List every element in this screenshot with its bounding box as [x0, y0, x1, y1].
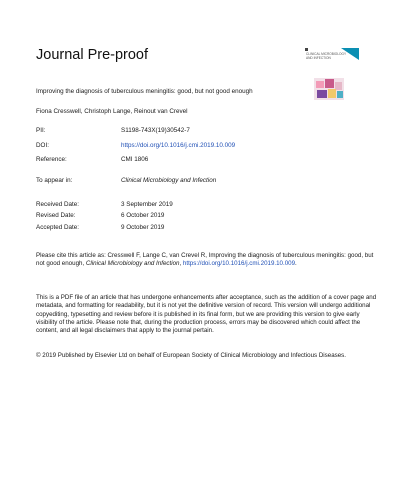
- pii-label: PII:: [36, 127, 46, 134]
- cover-logo-mark: [305, 48, 308, 51]
- cover-art-tile: [337, 91, 343, 98]
- article-title: Improving the diagnosis of tuberculous meningitis: good, but not good enough: [36, 88, 253, 95]
- cover-art-tile: [317, 90, 327, 98]
- cover-art-tile: [325, 79, 334, 88]
- disclaimer-paragraph: This is a PDF file of an article that has undergone enhancements after acceptance, such as the addition of a cover page and metadata, and formatting for readability, but it is not yet the definitive version of record. This version will undergo additional copyediting, typesetting and review before it is published in its final form, but we are providing this version to give early visibility of the article. Please note that, during the production process, errors may be discovered which could affect the content, and all legal disclaimers that apply to the journal pertain.: [36, 294, 377, 335]
- revised-date-label: Revised Date:: [36, 212, 76, 219]
- revised-date-value: 6 October 2019: [121, 212, 165, 219]
- reference-value: CMI 1806: [121, 156, 149, 163]
- doi-link[interactable]: https://doi.org/10.1016/j.cmi.2019.10.009: [121, 142, 236, 149]
- reference-label: Reference:: [36, 156, 67, 163]
- citation-text: Please cite this article as: Cresswell F, Lange C, van Crevel R, Improving the diagnosis of tuberculous meningitis: good, but not good enough,: [36, 252, 374, 268]
- citation-doi-link[interactable]: https://doi.org/10.1016/j.cmi.2019.10.009: [182, 260, 296, 268]
- page-title: Journal Pre-proof: [36, 47, 149, 63]
- citation-suffix: .: [295, 260, 297, 268]
- doi-label: DOI:: [36, 142, 49, 149]
- citation-paragraph: Please cite this article as: Cresswell F, Lange C, van Crevel R, Improving the diagnosis of tuberculous meningitis: good, but not good enough, Clinical Microbiology and Infection, https://doi.org/10.1016/j.cmi.2019.10.009.: [36, 252, 374, 268]
- received-date-value: 3 September 2019: [121, 201, 173, 208]
- article-authors: Fiona Cresswell, Christoph Lange, Reinout van Crevel: [36, 108, 188, 115]
- citation-journal: Clinical Microbiology and Infection: [85, 260, 180, 268]
- cover-art-tile: [328, 89, 336, 98]
- cover-journal-line-2: AND INFECTION: [306, 56, 331, 60]
- accepted-date-value: 9 October 2019: [121, 224, 165, 231]
- cover-art-tile: [335, 82, 342, 90]
- journal-name: Clinical Microbiology and Infection: [121, 177, 217, 184]
- appear-label: To appear in:: [36, 177, 73, 184]
- cover-journal-line-1: CLINICAL MICROBIOLOGY: [306, 52, 347, 56]
- journal-cover-image: [305, 48, 359, 106]
- pii-value: S1198-743X(19)30542-7: [121, 127, 190, 134]
- copyright-notice: © 2019 Published by Elsevier Ltd on behalf of European Society of Clinical Microbiology and Infectious Diseases.: [36, 352, 346, 359]
- cover-art-tile: [316, 81, 324, 88]
- received-date-label: Received Date:: [36, 201, 80, 208]
- accepted-date-label: Accepted Date:: [36, 224, 80, 231]
